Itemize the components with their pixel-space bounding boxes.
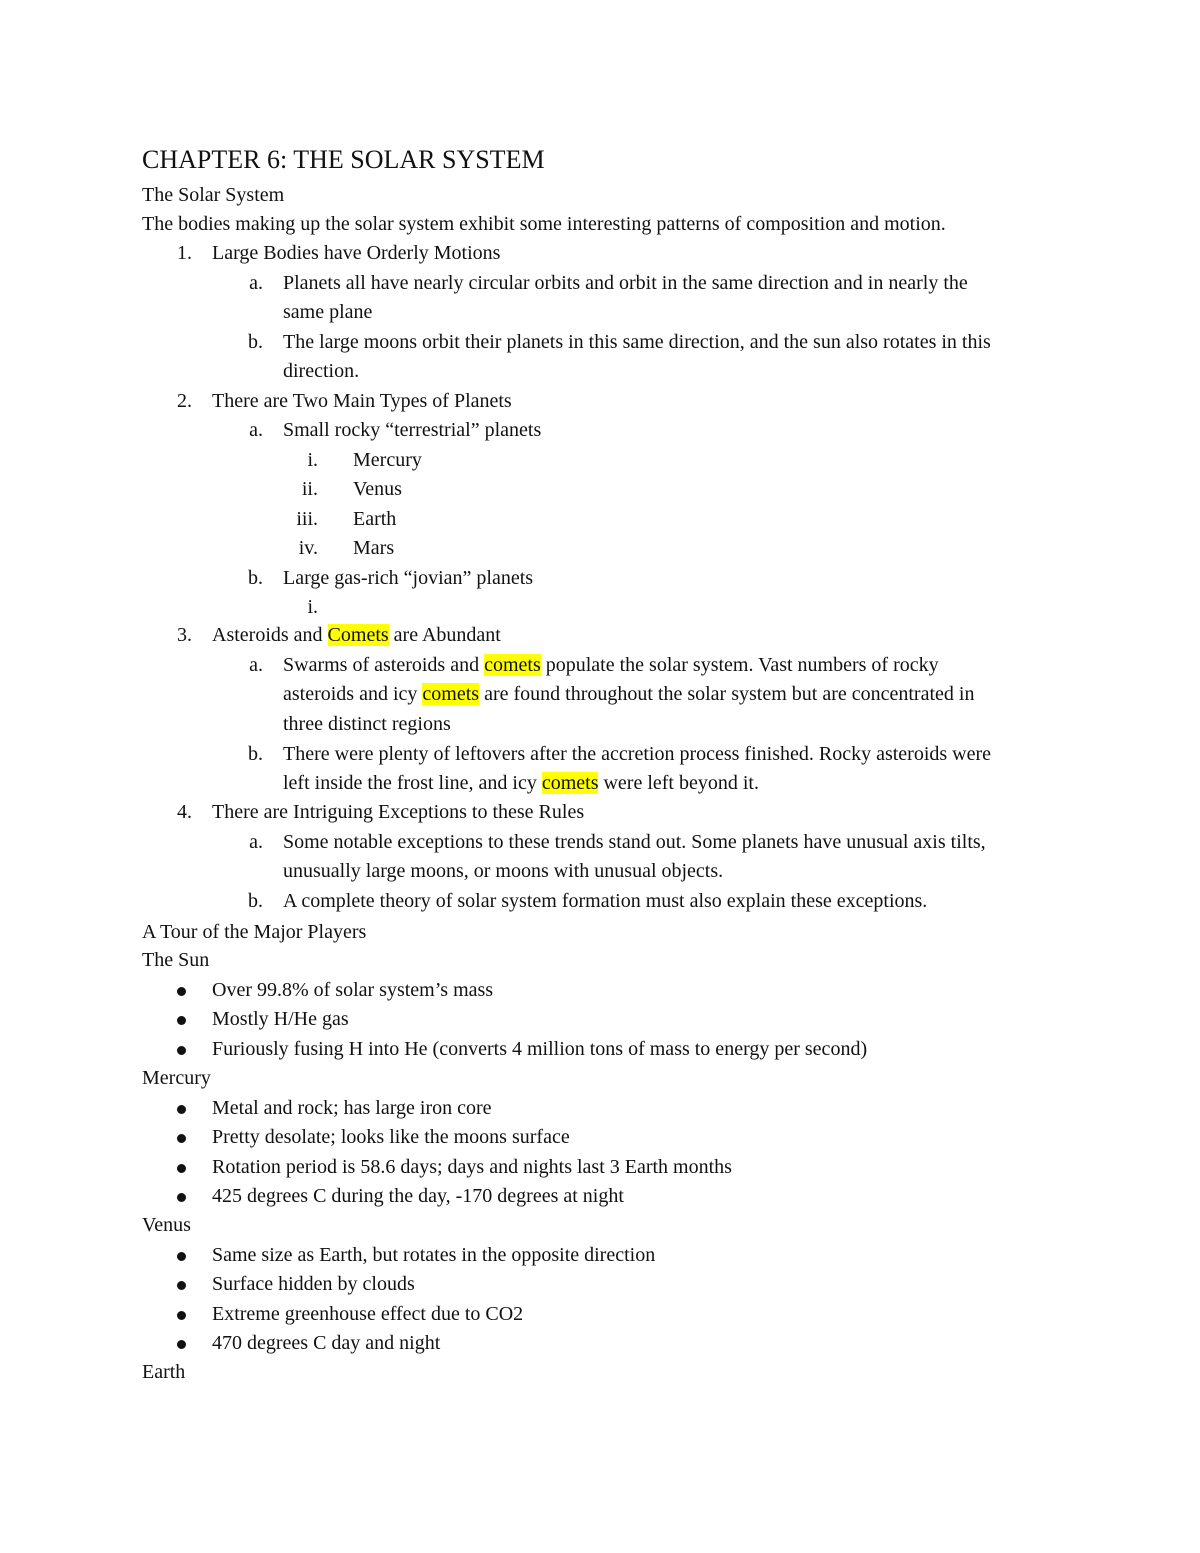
list-item: Pretty desolate; looks like the moons surface <box>212 1126 570 1148</box>
list-item: There were plenty of leftovers after the accretion process finished. Rocky asteroids were <box>283 743 992 765</box>
list-marker: a. <box>249 831 263 853</box>
list-item-continuation: three distinct regions <box>283 713 451 735</box>
highlighted-text: comets <box>484 654 541 676</box>
list-marker: b. <box>248 567 263 589</box>
list-item-mercury: Mercury <box>353 449 422 471</box>
bullet-icon <box>177 1016 186 1025</box>
list-item: Metal and rock; has large iron core <box>212 1097 492 1119</box>
bullet-icon <box>177 1134 186 1143</box>
list-item: Over 99.8% of solar system’s mass <box>212 979 494 1001</box>
bullet-icon <box>177 1340 186 1349</box>
bullet-icon <box>177 1311 186 1320</box>
bullet-icon <box>177 1105 186 1114</box>
subheading-sun: The Sun <box>142 949 210 971</box>
list-marker: ii. <box>301 478 318 500</box>
highlighted-text: comets <box>422 683 480 705</box>
list-item: Same size as Earth, but rotates in the opposite direction <box>212 1244 656 1266</box>
list-marker: b. <box>248 331 263 353</box>
list-item: Some notable exceptions to these trends stand out. Some planets have unusual axis tilts, <box>283 831 986 853</box>
list-marker: i. <box>307 596 318 618</box>
text-run: Swarms of asteroids and <box>283 654 485 676</box>
bullet-icon <box>177 1252 186 1261</box>
subheading-earth: Earth <box>142 1361 186 1383</box>
text-run: populate the solar system. Vast numbers of rocky <box>540 654 939 676</box>
list-marker: iv. <box>298 537 318 559</box>
list-item: The large moons orbit their planets in this same direction, and the sun also rotates in this <box>283 331 991 353</box>
list-marker: 3. <box>177 624 192 646</box>
text-run: were left beyond it. <box>598 772 759 794</box>
chapter-title: CHAPTER 6: THE SOLAR SYSTEM <box>142 145 545 174</box>
list-item <box>212 621 501 651</box>
list-marker: b. <box>248 743 263 765</box>
subheading-venus: Venus <box>142 1214 191 1236</box>
list-item-continuation: unusually large moons, or moons with unusual objects. <box>283 860 724 882</box>
list-item: There are Two Main Types of Planets <box>212 390 512 412</box>
list-item <box>283 651 939 681</box>
list-item: A complete theory of solar system formation must also explain these exceptions. <box>283 890 928 912</box>
list-marker: 1. <box>177 242 192 264</box>
list-item: There are Intriguing Exceptions to these Rules <box>212 801 585 823</box>
bullet-icon <box>177 987 186 996</box>
highlighted-text: comets <box>541 772 599 794</box>
list-item: Extreme greenhouse effect due to CO2 <box>212 1303 524 1325</box>
text-run: are Abundant <box>388 624 501 646</box>
highlighted-text: Comets <box>327 624 389 646</box>
list-marker: iii. <box>296 508 318 530</box>
intro-paragraph: The bodies making up the solar system exhibit some interesting patterns of composition and motion. <box>142 213 946 235</box>
list-marker: b. <box>248 890 263 912</box>
bullet-icon <box>177 1281 186 1290</box>
list-item-continuation <box>283 680 974 710</box>
bullet-icon <box>177 1193 186 1202</box>
list-item: 425 degrees C during the day, -170 degrees at night <box>212 1185 624 1207</box>
list-marker: a. <box>249 419 263 441</box>
list-item-earth: Earth <box>353 508 397 530</box>
list-marker: a. <box>249 272 263 294</box>
list-item: Rotation period is 58.6 days; days and nights last 3 Earth months <box>212 1156 732 1178</box>
list-marker: 2. <box>177 390 192 412</box>
list-marker: 4. <box>177 801 192 823</box>
list-item-continuation <box>283 769 759 799</box>
list-marker: i. <box>307 449 318 471</box>
bullet-icon <box>177 1164 186 1173</box>
list-item: Mostly H/He gas <box>212 1008 349 1030</box>
list-item: Planets all have nearly circular orbits and orbit in the same direction and in nearly the <box>283 272 968 294</box>
text-run: asteroids and icy <box>283 683 423 705</box>
list-marker: a. <box>249 654 263 676</box>
list-item: Large gas-rich “jovian” planets <box>283 567 534 589</box>
text-run: Asteroids and <box>212 624 328 646</box>
section-heading-tour: A Tour of the Major Players <box>142 921 367 943</box>
list-item-venus: Venus <box>353 478 402 500</box>
bullet-icon <box>177 1046 186 1055</box>
section-heading-solar-system: The Solar System <box>142 184 285 206</box>
list-item-continuation: same plane <box>283 301 373 323</box>
list-item: 470 degrees C day and night <box>212 1332 441 1354</box>
list-item: Furiously fusing H into He (converts 4 million tons of mass to energy per second) <box>212 1038 868 1060</box>
text-run: left inside the frost line, and icy <box>283 772 542 794</box>
list-item: Small rocky “terrestrial” planets <box>283 419 542 441</box>
list-item-continuation: direction. <box>283 360 360 382</box>
list-item: Large Bodies have Orderly Motions <box>212 242 501 264</box>
text-run: are found throughout the solar system but are concentrated in <box>479 683 975 705</box>
subheading-mercury: Mercury <box>142 1067 211 1089</box>
list-item-mars: Mars <box>353 537 395 559</box>
list-item: Surface hidden by clouds <box>212 1273 415 1295</box>
